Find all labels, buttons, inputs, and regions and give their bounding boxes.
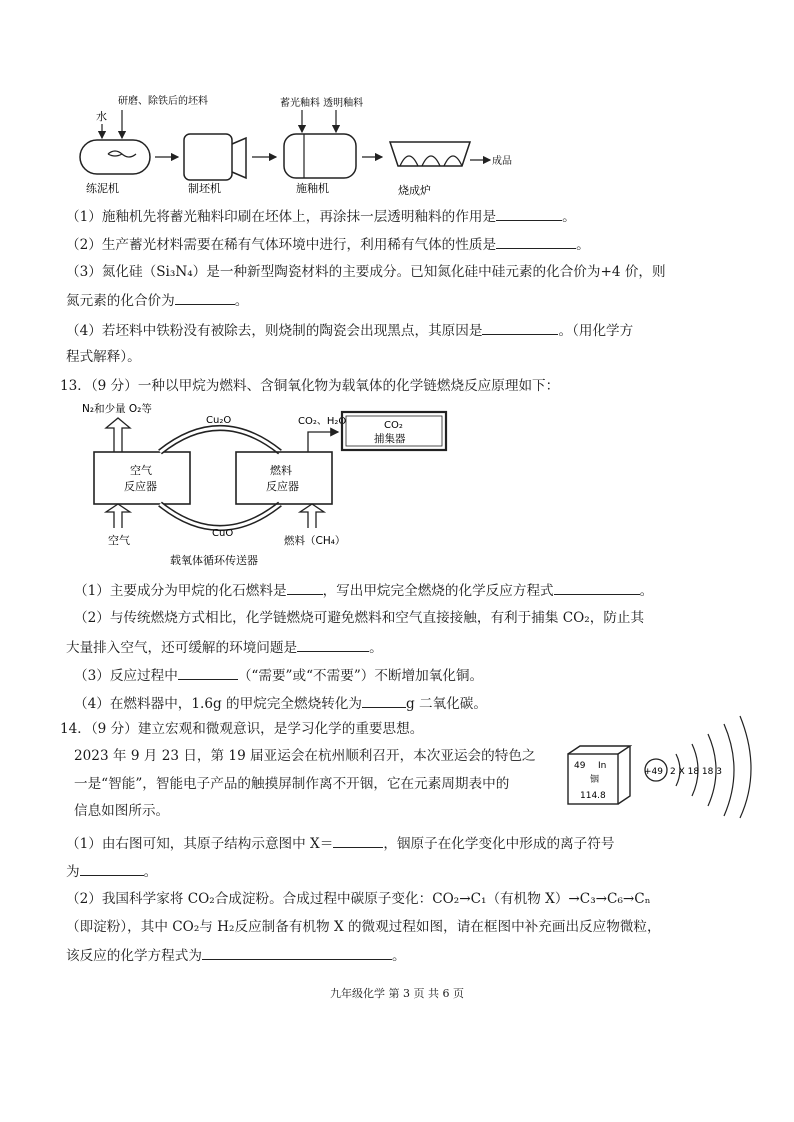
answer-blank[interactable]: [297, 637, 369, 652]
q12-part3-line2: 氮元素的化合价为 。: [66, 290, 248, 310]
label-glazing: 施釉机: [296, 182, 329, 195]
atom-structure-diagram: [640, 710, 760, 820]
q12-part4-line2: 程式解释）。: [66, 349, 141, 365]
answer-blank[interactable]: [287, 580, 323, 595]
q14-intro-2: 一是“智能”，智能电子产品的触摸屏制作离不开铟，它在元素周期表中的: [74, 776, 510, 792]
q13-part2-line1: （2）与传统燃烧方式相比，化学链燃烧可避免燃料和空气直接接触，有利于捕集 CO₂，防止其: [74, 610, 645, 626]
forming-machine: [184, 134, 232, 180]
q12-part1: （1）施釉机先将蓄光釉料印刷在坯体上，再涂抹一层透明釉料的作用是 。: [66, 206, 576, 226]
label-forming: 制坯机: [188, 182, 221, 195]
q13-part4: （4）在燃料器中，1.6g 的甲烷完全燃烧转化为 g 二氧化碳。: [74, 693, 487, 713]
q14-part2-line2: （即淀粉），其中 CO₂与 H₂反应制备有机物 X 的微观过程如图，请在框图中补充画出反应物微粒，: [66, 919, 661, 935]
page-footer: 九年级化学 第 3 页 共 6 页: [330, 987, 464, 1000]
q13-part2-line2: 大量排入空气，还可缓解的环境问题是 。: [66, 637, 383, 657]
shell-electrons: 2 X 18 18 3: [670, 767, 722, 777]
answer-blank[interactable]: [554, 580, 640, 595]
label-carrier: 载氧体循环传送器: [170, 554, 258, 567]
label-cuo: CuO: [212, 528, 234, 539]
ceramic-process-diagram: [60, 92, 580, 204]
label-cu2o: Cu₂O: [206, 415, 232, 426]
answer-blank[interactable]: [178, 665, 238, 680]
label-product: 成品: [492, 156, 512, 167]
label-glazes: 蓄光釉料 透明釉料: [280, 98, 364, 109]
answer-blank[interactable]: [496, 206, 562, 221]
air-reactor-label-2: 反应器: [124, 480, 157, 493]
fuel-reactor: [236, 452, 332, 504]
nucleus-charge: +49: [644, 767, 663, 777]
label-n2-o2: N₂和少量 O₂等: [82, 403, 152, 415]
q12-part3-line1: （3）氮化硅（Si₃N₄）是一种新型陶瓷材料的主要成分。已知氮化硅中硅元素的化合价为+4 价，则: [66, 264, 666, 280]
label-co2-h2o: CO₂、H₂O: [298, 416, 347, 427]
element-name: 铟: [590, 775, 600, 785]
fuel-reactor-label-1: 燃料: [270, 464, 292, 477]
label-fuel-input: 燃料（CH₄）: [284, 535, 346, 547]
q13-part3: （3）反应过程中 （“需要”或“不需要”）不断增加氧化铜。: [74, 665, 483, 685]
q14-intro-1: 2023 年 9 月 23 日，第 19 届亚运会在杭州顺利召开，本次亚运会的特色之: [74, 748, 536, 764]
answer-blank[interactable]: [202, 945, 392, 960]
element-symbol: In: [598, 761, 607, 771]
q14-intro-3: 信息如图所示。: [74, 803, 170, 819]
answer-blank[interactable]: [333, 833, 383, 848]
answer-blank[interactable]: [496, 234, 576, 249]
label-mixer: 练泥机: [86, 182, 119, 195]
answer-blank[interactable]: [482, 320, 558, 335]
element-tile-indium: [566, 744, 632, 806]
q13-title: 13．（9 分）一种以甲烷为燃料、含铜氧化物为载氧体的化学链燃烧反应原理如下：: [60, 378, 560, 394]
q14-part1-line1: （1）由右图可知，其原子结构示意图中 X＝ ，铟原子在化学变化中形成的离子符号: [66, 833, 614, 853]
air-reactor: [94, 452, 190, 504]
label-feed: 研磨、除铁后的坯料: [118, 96, 208, 107]
capture-label-1: CO₂: [384, 420, 403, 431]
air-reactor-label-1: 空气: [130, 464, 152, 477]
label-kiln: 烧成炉: [398, 184, 431, 197]
label-water: 水: [96, 110, 107, 123]
capture-label-2: 捕集器: [374, 433, 406, 445]
element-mass: 114.8: [580, 791, 606, 801]
label-air-input: 空气: [108, 534, 130, 547]
glazing-machine: [284, 134, 356, 178]
element-number: 49: [574, 761, 586, 771]
answer-blank[interactable]: [175, 290, 235, 305]
q14-part1-line2: 为 。: [66, 861, 157, 881]
q12-part2: （2）生产蓄光材料需要在稀有气体环境中进行，利用稀有气体的性质是 。: [66, 234, 590, 254]
q14-part2-line1: （2）我国科学家将 CO₂合成淀粉。合成过程中碳原子变化：CO₂→C₁（有机物 X）→C₃→C₆→Cₙ: [66, 891, 651, 907]
q14-part2-line3: 该反应的化学方程式为 。: [66, 945, 406, 965]
fuel-reactor-label-2: 反应器: [266, 480, 299, 493]
mixer-machine: [80, 140, 150, 174]
answer-blank[interactable]: [80, 861, 144, 876]
q14-title: 14．（9 分）建立宏观和微观意识，是学习化学的重要思想。: [60, 721, 424, 737]
q13-part1: （1）主要成分为甲烷的化石燃料是 ，写出甲烷完全燃烧的化学反应方程式 。: [74, 580, 653, 600]
q12-part4-line1: （4）若坯料中铁粉没有被除去，则烧制的陶瓷会出现黑点，其原因是 。（用化学方: [66, 320, 633, 340]
chemical-looping-diagram: [70, 398, 490, 570]
answer-blank[interactable]: [362, 693, 406, 708]
